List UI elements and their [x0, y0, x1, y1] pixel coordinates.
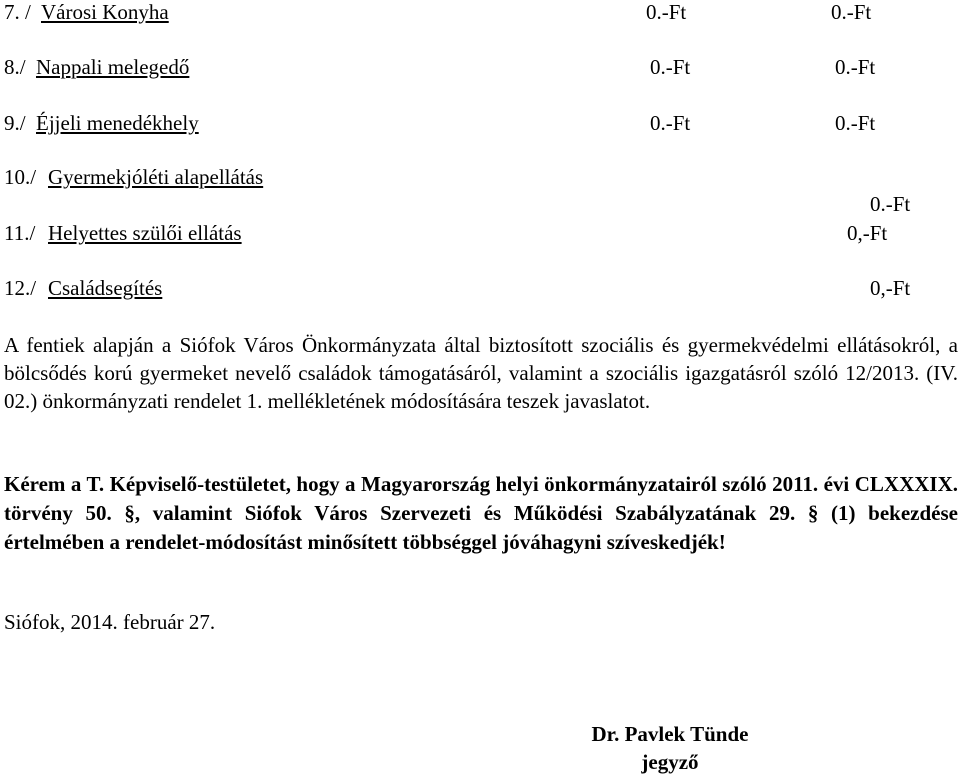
budget-item-value1: 0.-Ft	[650, 111, 691, 135]
budget-item-value1: 0.-Ft	[646, 0, 687, 24]
budget-item-value1: 0.-Ft	[650, 55, 691, 79]
budget-item-name: Helyettes szülői ellátás	[48, 221, 242, 245]
place-date: Siófok, 2014. február 27.	[4, 610, 216, 634]
budget-item-number: 10./	[4, 165, 37, 189]
budget-item-number: 8./	[4, 55, 26, 79]
budget-item-name: Családsegítés	[48, 276, 163, 300]
signature-block	[560, 720, 780, 776]
budget-item-name: Gyermekjóléti alapellátás	[48, 165, 264, 189]
proposal-paragraph: A fentiek alapján a Siófok Város Önkormányzata által biztosított szociális és gyermekvédelmi ellátásokról, a bölcsődés korú gyermeket nevelő családok támogatásáról, valamint a szociális igazgatásról szóló 12/2013. (IV. 02.) önkormányzati rendelet 1. mellékletének módosítására teszek javaslatot.	[4, 333, 958, 413]
budget-item-value2: 0,-Ft	[870, 276, 911, 300]
budget-item-name: Városi Konyha	[41, 0, 169, 24]
budget-item-number: 12./	[4, 276, 37, 300]
budget-item-value2: 0.-Ft	[835, 55, 876, 79]
budget-item-number: 11./	[4, 221, 36, 245]
budget-item-value2: 0,-Ft	[847, 221, 888, 245]
request-paragraph: Kérem a T. Képviselő-testületet, hogy a Magyarország helyi önkormányzatairól szóló 2011. évi CLXXXIX. törvény 50. §, valamint Siófok Város Szervezeti és Működési Szabályzatának 29. § (1) bekezdése értelmében a rendelet-módosítást minősített többséggel jóváhagyni szíveskedjék!	[4, 472, 958, 554]
budget-item-value2: 0.-Ft	[835, 111, 876, 135]
budget-item-name: Nappali melegedő	[36, 55, 190, 79]
budget-item-name: Éjjeli menedékhely	[36, 111, 199, 135]
budget-item-number: 9./	[4, 111, 26, 135]
budget-item-value2: 0.-Ft	[870, 192, 911, 216]
budget-item-value2: 0.-Ft	[831, 0, 872, 24]
budget-item-number: 7. /	[4, 0, 31, 24]
signature-name: Dr. Pavlek Tünde	[591, 722, 749, 746]
signature-title: jegyző	[641, 750, 699, 774]
